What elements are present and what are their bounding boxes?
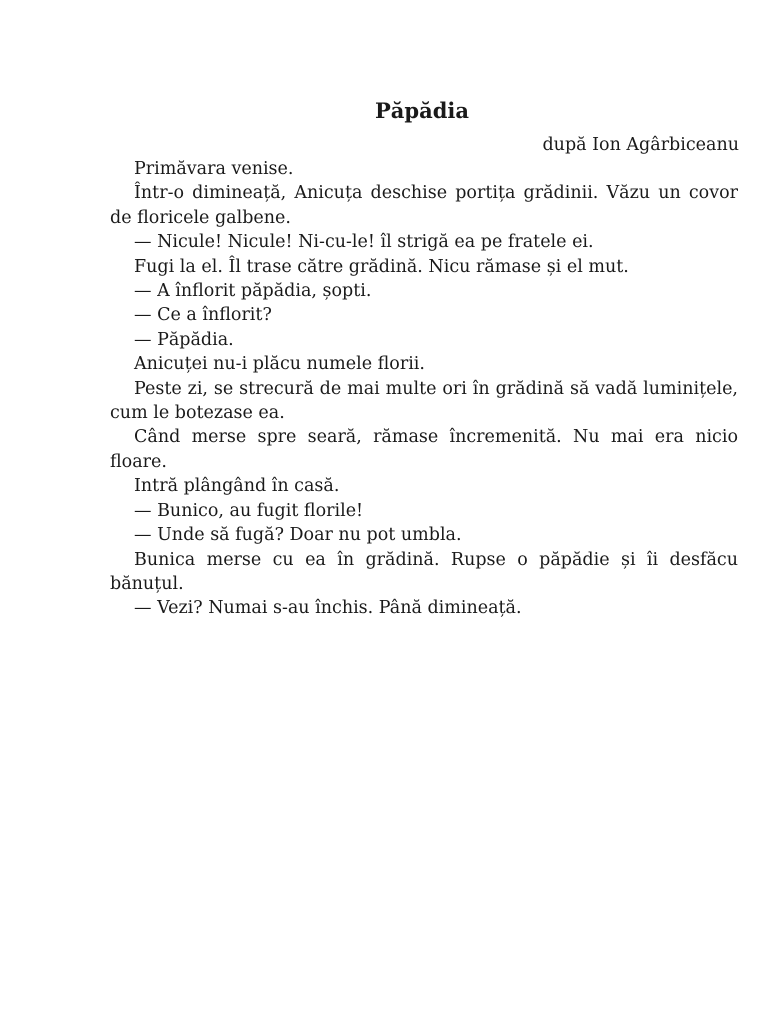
- dialogue-line: — A înflorit păpădia, șopti.: [134, 281, 372, 302]
- paragraph: Anicuței nu-i plăcu numele florii.: [134, 354, 425, 375]
- paragraph: Când merse spre seară, rămase încremenită. Nu mai era nicio floare.: [110, 427, 738, 472]
- dialogue-line: — Păpădia.: [134, 329, 234, 350]
- dialogue-line: — Nicule! Nicule! Ni-cu-le! îl strigă ea pe fratele ei.: [134, 232, 594, 253]
- paragraph: Bunica merse cu ea în grădină. Rupse o păpădie și îi desfăcu bănuțul.: [110, 549, 738, 594]
- paragraph: Peste zi, se strecură de mai multe ori în grădină să vadă luminițele, cum le botezase ea.: [110, 378, 738, 424]
- dialogue-line: — Bunico, au fugit florile!: [134, 500, 364, 521]
- author-credit: după Ion Agârbiceanu: [542, 135, 739, 155]
- paragraph: Într-o dimineață, Anicuța deschise portița grădinii. Văzu un covor de floricele galbene.: [110, 183, 738, 228]
- story-body: [110, 157, 738, 621]
- story-title: Păpădia: [375, 98, 469, 123]
- dialogue-line: — Vezi? Numai s-au închis. Până dimineață.: [134, 598, 522, 619]
- paragraph: Intră plângând în casă.: [134, 476, 340, 497]
- paragraph: Primăvara venise.: [134, 159, 294, 179]
- dialogue-line: — Unde să fugă? Doar nu pot umbla.: [134, 525, 462, 546]
- dialogue-line: — Ce a înflorit?: [134, 305, 272, 326]
- paragraph: Fugi la el. Îl trase către grădină. Nicu rămase și el mut.: [134, 256, 629, 277]
